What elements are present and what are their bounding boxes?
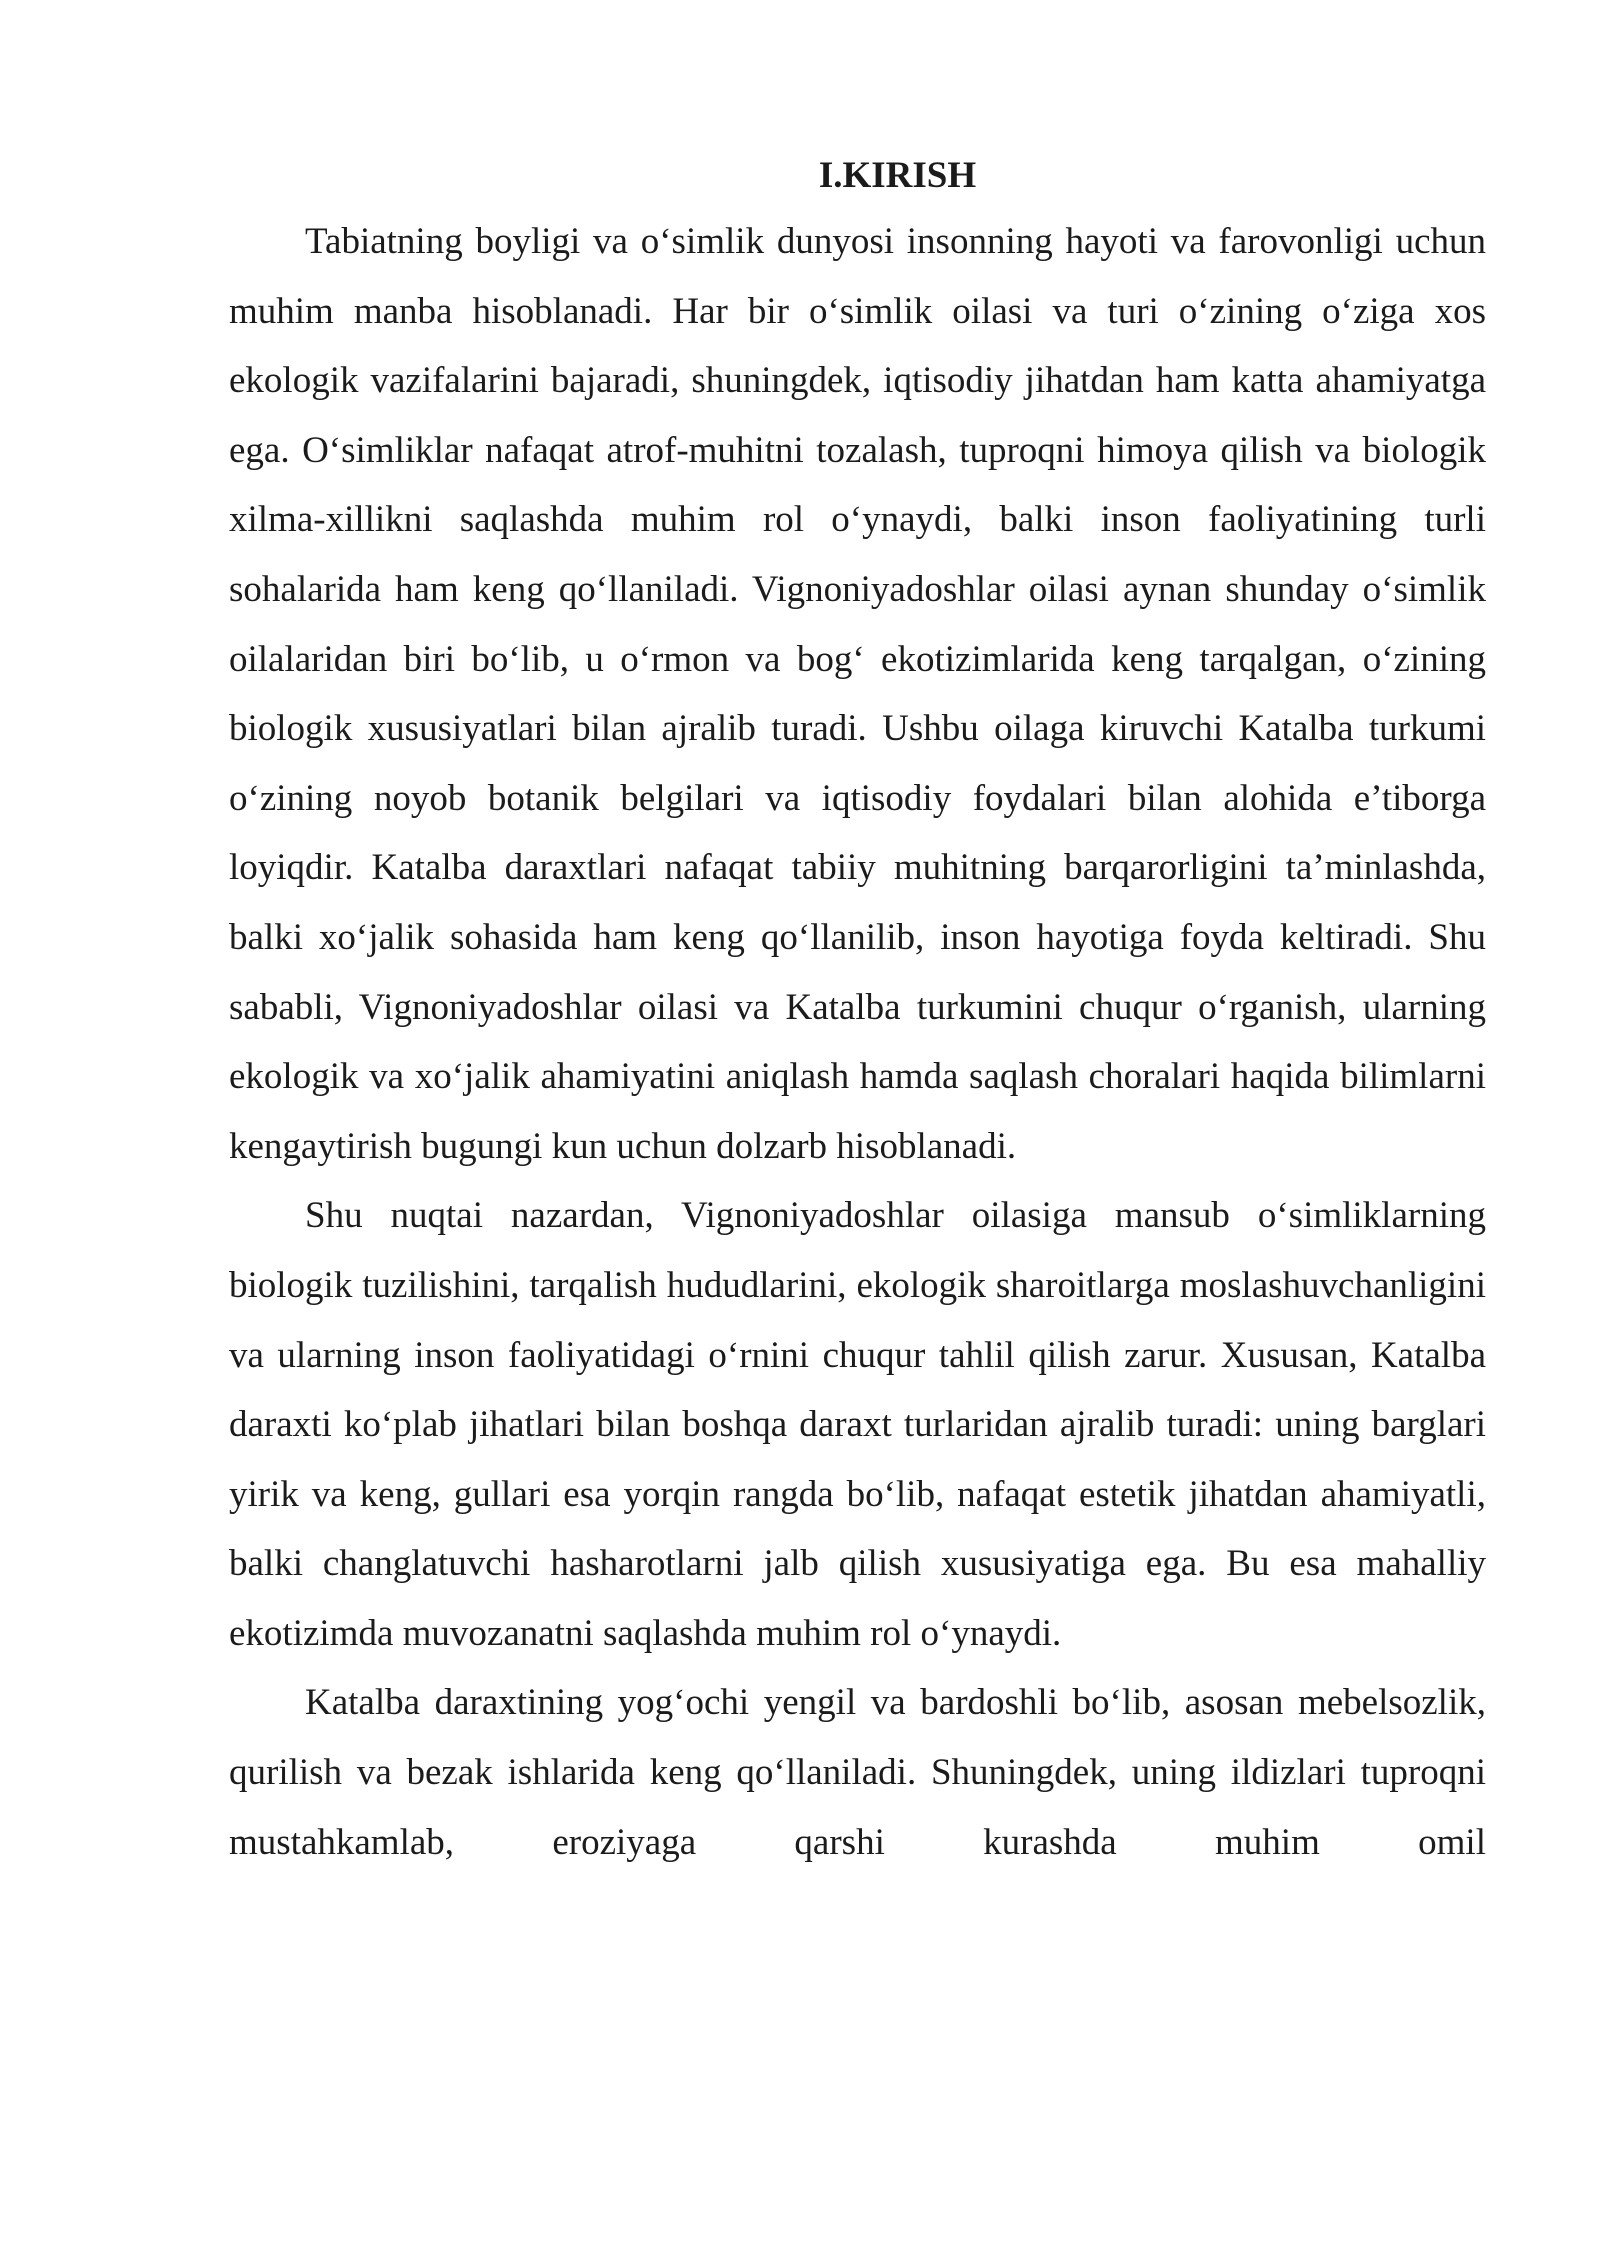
paragraph-2: Shu nuqtai nazardan, Vignoniyadoshlar oilasiga mansub o‘simliklarning biologik tuzilishini, tarqalish hududlarini, ekologik sharoitlarga moslashuvchanligini va ularning inson faoliyatidagi o‘rnini chuqur tahlil qilish zarur. Xususan, Katalba daraxti ko‘plab jihatlari bilan boshqa daraxt turlaridan ajralib turadi: uning barglari yirik va keng, gullari esa yorqin rangda bo‘lib, nafaqat estetik jihatdan ahamiyatli, balki changlatuvchi hasharotlarni jalb qilish xususiyatiga ega. Bu esa mahalliy ekotizimda muvozanatni saqlashda muhim rol o‘ynaydi. [229,1195,1486,1654]
paragraph-1: Tabiatning boyligi va o‘simlik dunyosi insonning hayoti va farovonligi uchun muhim manba hisoblanadi. Har bir o‘simlik oilasi va turi o‘zining o‘ziga xos ekologik vazifalarini bajaradi, shuningdek, iqtisodiy jihatdan ham katta ahamiyatga ega. O‘simliklar nafaqat atrof-muhitni tozalash, tuproqni himoya qilish va biologik xilma-xillikni saqlashda muhim rol o‘ynaydi, balki inson faoliyatining turli sohalarida ham keng qo‘llaniladi. Vignoniyadoshlar oilasi aynan shunday o‘simlik oilalaridan biri bo‘lib, u o‘rmon va bog‘ ekotizimlarida keng tarqalgan, o‘zining biologik xususiyatlari bilan ajralib turadi. Ushbu oilaga kiruvchi Katalba turkumi o‘zining noyob botanik belgilari va iqtisodiy foydalari bilan alohida e’tiborga loyiqdir. Katalba daraxtlari nafaqat tabiiy muhitning barqarorligini ta’minlashda, balki xo‘jalik sohasida ham keng qo‘llanilib, inson hayotiga foyda keltiradi. Shu sababli, Vignoniyadoshlar oilasi va Katalba turkumini chuqur o‘rganish, ularning ekologik va xo‘jalik ahamiyatini aniqlash hamda saqlash choralari haqida bilimlarni kengaytirish bugungi kun uchun dolzarb hisoblanadi. [229,221,1486,1167]
section-title: I.KIRISH [818,155,977,196]
paragraph-3: Katalba daraxtining yog‘ochi yengil va bardoshli bo‘lib, asosan mebelsozlik, qurilish va bezak ishlarida keng qo‘llaniladi. Shuningdek, uning ildizlari tuproqni mustahkamlab, eroziyaga qarshi kurashda muhim omil [229,1682,1486,1863]
document-page [229,145,1486,1877]
